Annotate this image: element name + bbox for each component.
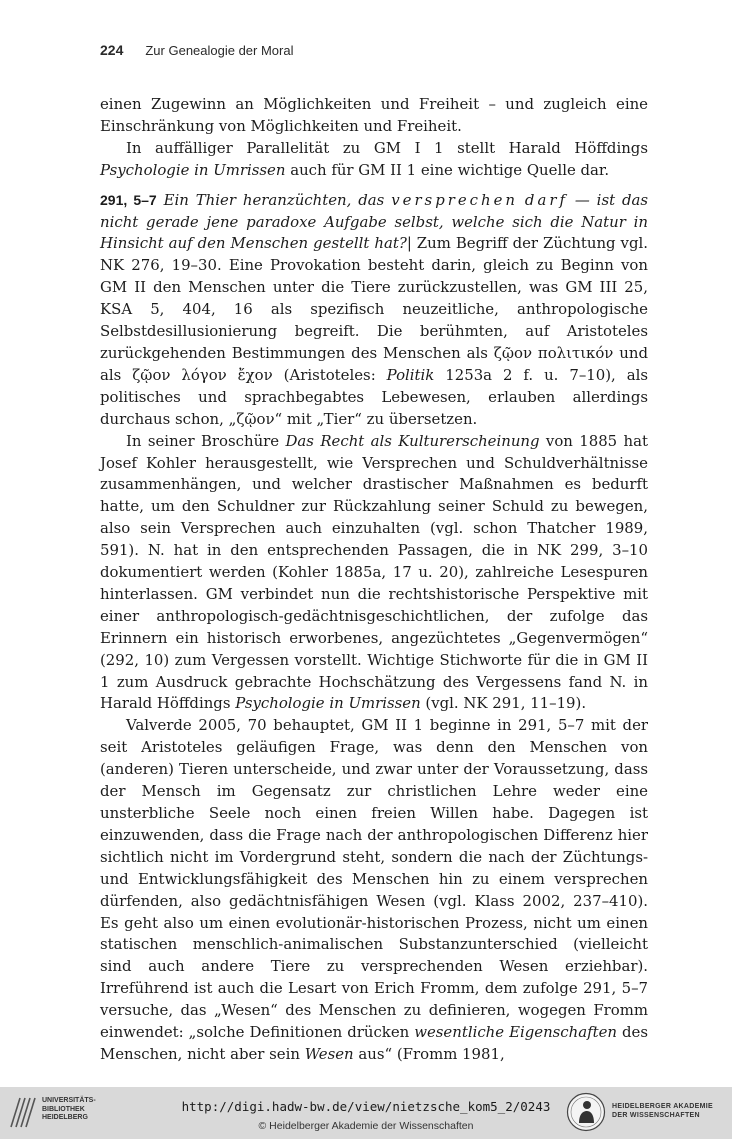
emphasis: Wesen — [304, 1044, 354, 1063]
paragraph — [100, 715, 648, 1066]
book-title: Das Recht als Kulturerscheinung — [285, 431, 540, 450]
library-line: HEIDELBERG — [42, 1114, 88, 1121]
text-run: 1253a 2 f. u. 7–10), als politisches und sprachbegabtes Lebewesen, erlauben allerdings durchaus schon, „ζῷον“ mit „Tier“ zu übersetzen. — [100, 365, 648, 428]
lemma-text: Ein Thier heranzüchten, das — [163, 190, 392, 209]
text-run: aus“ (Fromm 1981, — [353, 1044, 505, 1063]
academy-line: HEIDELBERGER AKADEMIE — [612, 1103, 713, 1110]
body-text — [100, 94, 648, 1066]
book-title: Politik — [386, 365, 435, 384]
running-title: Zur Genealogie der Moral — [145, 43, 294, 58]
digitization-footer — [0, 1087, 732, 1139]
line-reference: 291, 5–7 — [100, 191, 157, 208]
academy-name — [612, 1102, 713, 1120]
library-line: BIBLIOTHEK — [42, 1105, 85, 1113]
paragraph: einen Zugewinn an Möglichkeiten und Freiheit – und zugleich eine Einschränkung von Möglichkeiten und Freiheit. — [100, 95, 648, 135]
spaced-word: versprechen — [391, 190, 518, 209]
book-title: Psychologie in Umrissen — [100, 160, 286, 179]
text-run: In auffälliger Parallelität zu GM I 1 stellt Harald Höffdings — [126, 138, 648, 157]
lemma-text: — ist das nicht gerade jene paradoxe Aufgabe selbst, welche sich die Natur in Hinsicht auf den Menschen gestellt hat? — [100, 190, 649, 253]
text-run: | Zum Begriff der Züchtung vgl. NK 276, 19–30. Eine Provokation besteht darin, gleich zu Beginn von GM II den Menschen unter die Tiere zurückzustellen, was GM III 25, KSA 5, 404, 16 als spezifisch neuzeitliche, anthropologische Selbstdesillusionierung begreift. Die berühmten, auf Aristoteles zurückgehenden Bestimmungen des Menschen als ζῷον πολιτικόν und als ζῷον λόγον ἔχον (Aristoteles: — [100, 234, 648, 384]
page-number: 224 — [100, 42, 124, 58]
running-header — [100, 42, 294, 58]
text-run: auch für GM II 1 eine wichtige Quelle dar. — [285, 160, 610, 179]
academy-seal-icon — [566, 1092, 606, 1132]
text-run: des Menschen, nicht aber sein — [100, 1023, 648, 1063]
emphasis: wesentliche Eigenschaften — [414, 1023, 617, 1042]
copyright-notice: © Heidelberger Akademie der Wissenschaften — [258, 1120, 474, 1132]
text-run: von 1885 hat Josef Kohler herausgestellt, wie Versprechen und Schuldverhältnisse zusammenhängen, und welcher drastischer Maßnahmen es bedurft hatte, um den Schuldner zur Rückzahlung seiner Schuld zu bewegen, also sein Versprechen auch einzuhalten (vgl. schon Thatcher 1989, 591). N. hat in den entsprechenden Passagen, die in NK 299, 3–10 dokumentiert werden (Kohler 1885a, 17 u. 20), zahlreiche Lesespuren hinterlassen. GM verbindet nun die rechtshistorische Perspektive mit einer anthropologisch-gedächtnisgeschichtlichen, der zufolge das Erinnern ein historisch erworbenes, angezüchtetes „Gegenvermögen“ (292, 10) zum Vergessen vorstellt. Wichtige Stichworte für die in GM II 1 zum Ausdruck gebrachte Hochschätzung des Vergessens fand N. in Harald Höffdings — [100, 431, 648, 713]
academy-line: DER WISSENSCHAFTEN — [612, 1112, 700, 1119]
paragraph — [100, 431, 648, 716]
library-line: UNIVERSITÄTS- — [42, 1097, 96, 1104]
text-run: (vgl. NK 291, 11–19). — [420, 694, 587, 713]
text-run: In seiner Broschüre — [126, 431, 286, 450]
book-title: Psychologie in Umrissen — [235, 694, 421, 713]
paragraph — [100, 138, 648, 182]
commentary-entry — [100, 190, 648, 431]
text-run: Valverde 2005, 70 behauptet, GM II 1 beginne in 291, 5–7 mit der seit Aristoteles geläufigen Frage, was denn den Menschen von (anderen) Tieren unterscheide, und zwar unter der Voraussetzung, dass der Mensch im Gegensatz zur christlichen Lehre weder eine unsterbliche Seele noch einen freien Willen habe. Dagegen ist einzuwenden, dass die Frage nach der anthropologischen Differenz hier sichtlich nicht im Vordergrund steht, sondern die nach der Züchtungs- und Entwicklungsfähigkeit des Menschen hin zu einem versprechen dürfenden, also gedächtnisfähigen Wesen (vgl. Klass 2002, 237–410). Es geht also um einen evolutionär-historischen Prozess, nicht um einen statischen menschlich-animalischen Substanzunterschied (vielleicht sind auch andere Tiere zu versprechenden Wesen erziehbar). Irreführend ist auch die Lesart von Erich Fromm, dem zufolge 291, 5–7 versuche, das „Wesen“ des Menschen zu definieren, wogegen Fromm einwendet: „solche Definitionen drücken — [100, 716, 648, 1042]
source-url[interactable]: http://digi.hadw-bw.de/view/nietzsche_kom5_2/0243 — [181, 1099, 551, 1114]
spaced-word: darf — [524, 190, 568, 209]
